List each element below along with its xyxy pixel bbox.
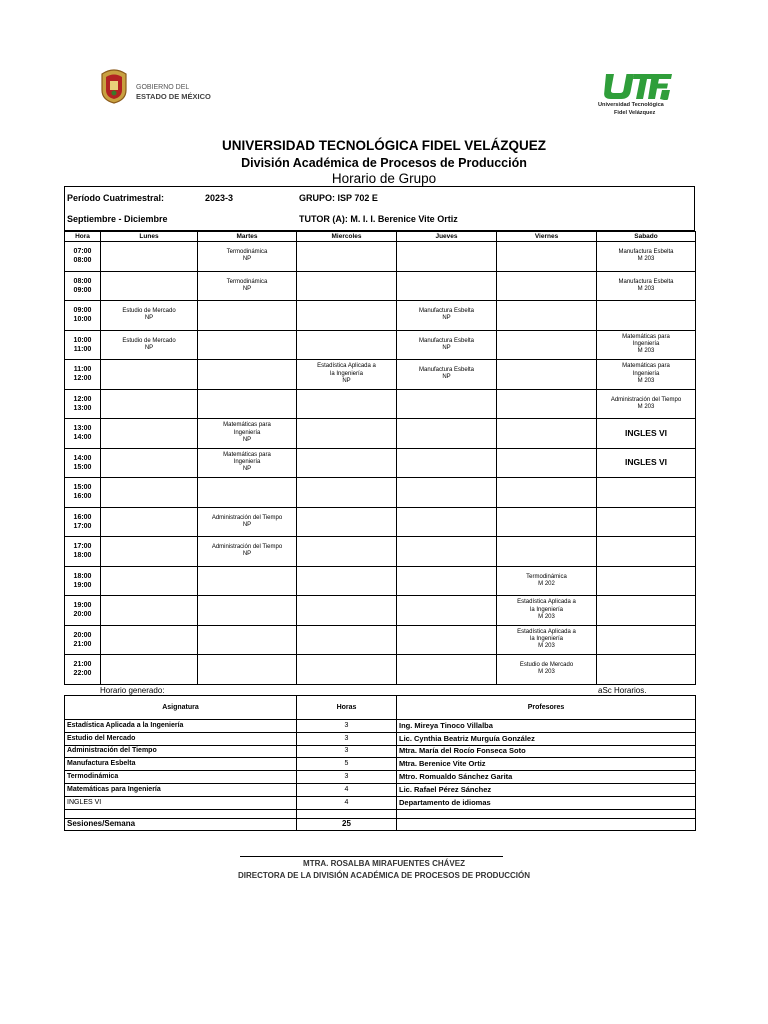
group-label: GRUPO: ISP 702 E	[299, 193, 378, 203]
summary-row	[65, 796, 696, 809]
schedule-cell: INGLES VI	[597, 448, 696, 478]
schedule-row	[65, 478, 696, 508]
schedule-cell	[198, 360, 297, 390]
time-slot	[65, 537, 101, 567]
schedule-cell	[397, 271, 497, 301]
professor-cell: Mtra. Berenice Vite Ortiz	[397, 758, 696, 771]
schedule-cell	[101, 360, 198, 390]
schedule-cell	[397, 537, 497, 567]
time-end: 16:00	[73, 493, 92, 501]
schedule-cell: Matemáticas para Ingeniería NP	[198, 419, 297, 449]
hours-cell: 4	[297, 783, 397, 796]
empty-cell	[397, 818, 696, 830]
signatory-name: MTRA. ROSALBA MIRAFUENTES CHÁVEZ	[303, 859, 465, 868]
subject-cell: INGLES VI	[65, 796, 297, 809]
time-start: 11:00	[73, 366, 92, 374]
summary-row	[65, 745, 696, 758]
schedule-cell	[497, 478, 597, 508]
schedule-cell	[101, 566, 198, 596]
summary-row	[65, 758, 696, 771]
utfv-logo	[596, 70, 686, 120]
schedule-cell	[397, 448, 497, 478]
schedule-cell: Manufactura Esbelta NP	[397, 301, 497, 331]
time-end: 09:00	[73, 286, 92, 294]
time-start: 12:00	[73, 395, 92, 403]
time-end: 11:00	[73, 345, 92, 353]
professor-cell: Departamento de idiomas	[397, 796, 696, 809]
time-start: 21:00	[73, 661, 92, 669]
subject-cell: Termodinámica	[65, 771, 297, 784]
schedule-row	[65, 360, 696, 390]
document-title: Horario de Grupo	[331, 171, 437, 186]
schedule-cell: Termodinámica M 202	[497, 566, 597, 596]
schedule-cell	[497, 242, 597, 272]
schedule-header-row	[65, 232, 696, 242]
time-slot	[65, 625, 101, 655]
schedule-cell	[297, 566, 397, 596]
schedule-cell	[198, 655, 297, 685]
time-end: 13:00	[73, 404, 92, 412]
schedule-cell	[597, 596, 696, 626]
schedule-cell	[198, 301, 297, 331]
schedule-row	[65, 566, 696, 596]
schedule-cell: INGLES VI	[597, 419, 696, 449]
software-label: aSc Horarios.	[598, 686, 647, 695]
empty-cell	[397, 809, 696, 818]
header-asignatura: Asignatura	[65, 696, 297, 720]
period-label: Período Cuatrimestral:	[67, 193, 165, 203]
schedule-cell	[297, 507, 397, 537]
schedule-cell: Estadística Aplicada a la Ingeniería M 203	[497, 596, 597, 626]
schedule-row	[65, 301, 696, 331]
tutor-label: TUTOR (A): M. I. I. Berenice Vite Ortiz	[299, 214, 458, 224]
header-sabado: Sabado	[597, 232, 696, 242]
time-slot	[65, 389, 101, 419]
university-title: UNIVERSIDAD TECNOLÓGICA FIDEL VELÁZQUEZ	[221, 138, 546, 153]
summary-row	[65, 771, 696, 784]
schedule-cell	[101, 537, 198, 567]
schedule-cell	[597, 507, 696, 537]
schedule-cell	[397, 655, 497, 685]
hours-cell: 5	[297, 758, 397, 771]
time-slot	[65, 330, 101, 360]
schedule-cell	[101, 625, 198, 655]
schedule-row	[65, 330, 696, 360]
schedule-cell: Manufactura Esbelta NP	[397, 360, 497, 390]
schedule-cell	[198, 625, 297, 655]
time-slot	[65, 360, 101, 390]
schedule-cell	[297, 419, 397, 449]
hours-cell: 3	[297, 720, 397, 733]
gobierno-estado-mexico-logo	[98, 68, 226, 108]
schedule-cell	[297, 271, 397, 301]
professor-cell: Lic. Rafael Pérez Sánchez	[397, 783, 696, 796]
schedule-row	[65, 419, 696, 449]
utfv-mark-icon	[602, 70, 674, 100]
professor-cell: Mtro. Romualdo Sánchez Garita	[397, 771, 696, 784]
schedule-cell	[198, 330, 297, 360]
schedule-cell: Administración del Tiempo NP	[198, 507, 297, 537]
subjects-summary-table	[64, 695, 696, 831]
schedule-cell	[497, 330, 597, 360]
schedule-cell	[397, 507, 497, 537]
time-slot	[65, 507, 101, 537]
schedule-cell	[101, 389, 198, 419]
gov-logo-text	[136, 83, 211, 101]
schedule-cell	[101, 271, 198, 301]
schedule-row	[65, 271, 696, 301]
months-label: Septiembre - Diciembre	[67, 214, 168, 224]
schedule-cell	[297, 330, 397, 360]
schedule-cell	[101, 655, 198, 685]
schedule-row	[65, 655, 696, 685]
empty-cell	[65, 809, 297, 818]
time-start: 09:00	[73, 307, 92, 315]
summary-spacer-row	[65, 809, 696, 818]
time-end: 10:00	[73, 316, 92, 324]
schedule-cell	[297, 625, 397, 655]
time-end: 21:00	[73, 640, 92, 648]
schedule-cell	[597, 301, 696, 331]
schedule-cell: Termodinámica NP	[198, 271, 297, 301]
schedule-row	[65, 242, 696, 272]
schedule-cell: Estadística Aplicada a la Ingeniería NP	[297, 360, 397, 390]
time-slot	[65, 271, 101, 301]
time-slot	[65, 566, 101, 596]
time-slot	[65, 242, 101, 272]
schedule-cell: Manufactura Esbelta M 203	[597, 242, 696, 272]
schedule-cell	[597, 625, 696, 655]
schedule-cell: Manufactura Esbelta M 203	[597, 271, 696, 301]
schedule-cell	[397, 419, 497, 449]
time-start: 20:00	[73, 631, 92, 639]
schedule-cell: Matemáticas para Ingeniería M 203	[597, 360, 696, 390]
schedule-body	[65, 242, 696, 685]
group-info-box	[64, 186, 695, 231]
time-end: 15:00	[73, 463, 92, 471]
schedule-cell: Estudio de Mercado NP	[101, 330, 198, 360]
header-jueves: Jueves	[397, 232, 497, 242]
professor-cell: Ing. Mireya Tinoco Villalba	[397, 720, 696, 733]
schedule-cell	[101, 448, 198, 478]
schedule-cell	[597, 566, 696, 596]
time-slot	[65, 448, 101, 478]
schedule-row	[65, 389, 696, 419]
hours-cell: 3	[297, 771, 397, 784]
schedule-cell: Administración del Tiempo NP	[198, 537, 297, 567]
schedule-cell	[101, 478, 198, 508]
division-title: División Académica de Procesos de Producción	[241, 156, 527, 170]
professor-cell: Lic. Cynthia Beatriz Murguía González	[397, 732, 696, 745]
time-end: 20:00	[73, 611, 92, 619]
summary-row	[65, 732, 696, 745]
schedule-cell	[497, 419, 597, 449]
schedule-cell	[397, 478, 497, 508]
schedule-cell	[397, 566, 497, 596]
utfv-logo-line2: Fidel Velázquez	[614, 110, 656, 116]
gov-logo-line1: GOBIERNO DEL	[136, 84, 190, 91]
schedule-cell	[497, 301, 597, 331]
time-start: 16:00	[73, 513, 92, 521]
schedule-cell	[397, 625, 497, 655]
professor-cell: Mtra. María del Rocío Fonseca Soto	[397, 745, 696, 758]
schedule-cell	[101, 596, 198, 626]
schedule-cell	[497, 389, 597, 419]
schedule-cell	[297, 537, 397, 567]
time-end: 18:00	[73, 552, 92, 560]
time-start: 18:00	[73, 572, 92, 580]
time-slot	[65, 478, 101, 508]
time-end: 14:00	[73, 434, 92, 442]
time-end: 12:00	[73, 375, 92, 383]
header-hora: Hora	[65, 232, 101, 242]
hours-cell: 3	[297, 732, 397, 745]
time-start: 10:00	[73, 336, 92, 344]
schedule-cell	[497, 507, 597, 537]
time-start: 07:00	[73, 248, 92, 256]
schedule-cell	[597, 655, 696, 685]
summary-total-row	[65, 818, 696, 830]
utfv-logo-line1: Universidad Tecnológica	[598, 102, 664, 108]
time-slot	[65, 596, 101, 626]
hours-cell: 4	[297, 796, 397, 809]
schedule-cell	[397, 389, 497, 419]
schedule-cell: Estudio de Mercado NP	[101, 301, 198, 331]
subject-cell: Administración del Tiempo	[65, 745, 297, 758]
signatory-title: DIRECTORA DE LA DIVISIÓN ACADÉMICA DE PROCESOS DE PRODUCCIÓN	[237, 871, 531, 880]
schedule-row	[65, 625, 696, 655]
schedule-cell	[198, 596, 297, 626]
time-start: 13:00	[73, 425, 92, 433]
schedule-row	[65, 507, 696, 537]
schedule-cell	[597, 478, 696, 508]
schedule-cell	[497, 448, 597, 478]
schedule-cell	[198, 478, 297, 508]
schedule-cell	[597, 537, 696, 567]
time-slot	[65, 655, 101, 685]
schedule-cell	[497, 271, 597, 301]
schedule-row	[65, 537, 696, 567]
hours-cell: 3	[297, 745, 397, 758]
schedule-cell	[397, 596, 497, 626]
subject-cell: Matemáticas para Ingeniería	[65, 783, 297, 796]
schedule-cell: Estadística Aplicada a la Ingeniería M 203	[497, 625, 597, 655]
generated-label: Horario generado:	[100, 686, 165, 695]
schedule-cell	[397, 242, 497, 272]
header-profesores: Profesores	[397, 696, 696, 720]
schedule-cell	[198, 566, 297, 596]
summary-header-row	[65, 696, 696, 720]
signature-line	[240, 856, 503, 857]
time-start: 15:00	[73, 484, 92, 492]
schedule-cell: Administración del Tiempo M 203	[597, 389, 696, 419]
schedule-cell: Matemáticas para Ingeniería NP	[198, 448, 297, 478]
subject-cell: Estadística Aplicada a la Ingeniería	[65, 720, 297, 733]
summary-row	[65, 783, 696, 796]
schedule-cell: Estudio de Mercado M 203	[497, 655, 597, 685]
header-martes: Martes	[198, 232, 297, 242]
summary-body	[65, 720, 696, 831]
header-horas: Horas	[297, 696, 397, 720]
schedule-cell	[297, 301, 397, 331]
summary-row	[65, 720, 696, 733]
schedule-cell	[101, 419, 198, 449]
time-end: 08:00	[73, 257, 92, 265]
time-slot	[65, 419, 101, 449]
utfv-logo-text	[598, 101, 664, 117]
schedule-cell	[297, 448, 397, 478]
schedule-cell	[198, 389, 297, 419]
empty-cell	[297, 809, 397, 818]
time-end: 19:00	[73, 581, 92, 589]
period-value: 2023-3	[205, 193, 234, 203]
schedule-cell	[297, 242, 397, 272]
schedule-cell	[297, 655, 397, 685]
schedule-cell	[297, 596, 397, 626]
schedule-cell: Manufactura Esbelta NP	[397, 330, 497, 360]
schedule-row	[65, 596, 696, 626]
total-label: Sesiones/Semana	[65, 818, 297, 830]
time-end: 17:00	[73, 522, 92, 530]
schedule-table	[64, 231, 696, 685]
schedule-cell	[101, 242, 198, 272]
schedule-cell	[297, 478, 397, 508]
state-seal-icon	[98, 68, 130, 104]
total-value: 25	[297, 818, 397, 830]
schedule-cell: Termodinámica NP	[198, 242, 297, 272]
gov-logo-line2: ESTADO DE MÉXICO	[136, 92, 211, 101]
time-slot	[65, 301, 101, 331]
schedule-cell	[497, 537, 597, 567]
subject-cell: Manufactura Esbelta	[65, 758, 297, 771]
header-miercoles: Miercoles	[297, 232, 397, 242]
time-start: 19:00	[73, 602, 92, 610]
header-lunes: Lunes	[101, 232, 198, 242]
schedule-cell: Matemáticas para Ingeniería M 203	[597, 330, 696, 360]
schedule-row	[65, 448, 696, 478]
time-start: 08:00	[73, 277, 92, 285]
schedule-cell	[101, 507, 198, 537]
time-end: 22:00	[73, 670, 92, 678]
schedule-cell	[497, 360, 597, 390]
header-viernes: Viernes	[497, 232, 597, 242]
time-start: 14:00	[73, 454, 92, 462]
subject-cell: Estudio del Mercado	[65, 732, 297, 745]
schedule-cell	[297, 389, 397, 419]
time-start: 17:00	[73, 543, 92, 551]
